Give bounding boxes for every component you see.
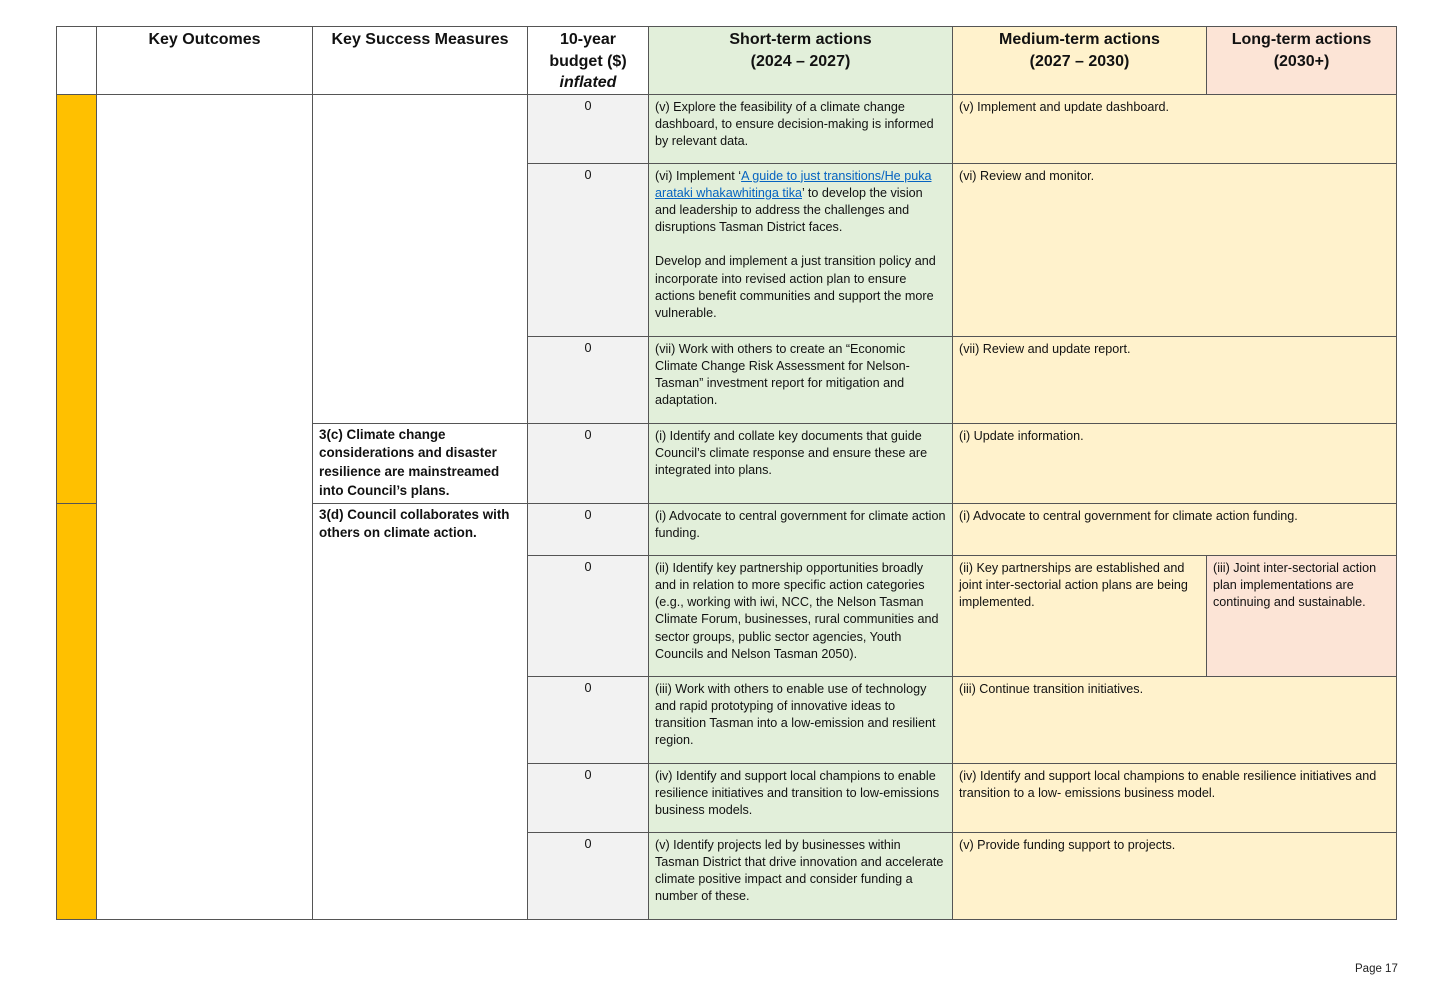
budget-value: 0 xyxy=(584,680,592,695)
header-budget xyxy=(528,27,649,95)
climate-action-plan-table xyxy=(56,26,1397,920)
header-key-success-measures xyxy=(313,27,528,95)
budget-cell xyxy=(528,503,649,555)
table-row xyxy=(57,94,1397,163)
key-success-measure-cell xyxy=(313,503,528,919)
budget-value: 0 xyxy=(584,427,592,442)
budget-value: 0 xyxy=(584,559,592,574)
budget-cell xyxy=(528,423,649,503)
budget-value: 0 xyxy=(584,98,592,113)
header-key-outcomes-label: Key Outcomes xyxy=(148,31,261,48)
budget-cell xyxy=(528,832,649,919)
long-term-text: (iii) Joint inter-sectorial action plan implementations are continuing and sustainable. xyxy=(1213,560,1377,610)
header-blank-cell xyxy=(57,27,97,95)
medium-term-text: (vi) Review and monitor. xyxy=(959,168,1095,183)
medium-term-text: (vii) Review and update report. xyxy=(959,341,1131,356)
budget-value: 0 xyxy=(584,167,592,182)
short-term-cell xyxy=(649,163,953,336)
medium-term-text: (v) Implement and update dashboard. xyxy=(959,99,1170,114)
budget-value: 0 xyxy=(584,507,592,522)
medium-term-cell xyxy=(953,832,1397,919)
medium-term-cell xyxy=(953,423,1397,503)
medium-term-text: (i) Update information. xyxy=(959,428,1084,443)
short-term-text-pre: (vi) Implement ‘ xyxy=(655,168,742,183)
budget-cell xyxy=(528,555,649,676)
short-term-text: (ii) Identify key partnership opportunities broadly and in relation to more specific action categories (e.g., working with iwi, NCC, the Nelson Tasman Climate Forum, businesses, rural communities and sector groups, public sector agencies, Youth Councils and Nelson Tasman 2050). xyxy=(655,560,939,661)
header-short-term-line1: Short-term actions xyxy=(729,31,872,48)
header-budget-line2: budget ($) xyxy=(549,52,627,70)
page-number: Page 17 xyxy=(1355,963,1398,975)
short-term-cell xyxy=(649,832,953,919)
budget-cell xyxy=(528,94,649,163)
header-key-success-measures-label: Key Success Measures xyxy=(331,31,509,48)
short-term-text: (iv) Identify and support local champions to enable resilience initiatives and transition to low-emissions business models. xyxy=(655,768,940,818)
header-budget-line3: inflated xyxy=(559,74,617,91)
medium-term-text: (iv) Identify and support local champions to enable resilience initiatives and transition to a low- emissions business model. xyxy=(959,768,1377,800)
header-long-term xyxy=(1207,27,1397,95)
short-term-cell xyxy=(649,94,953,163)
key-outcome-cell xyxy=(97,94,313,919)
medium-term-cell xyxy=(953,555,1207,676)
budget-cell xyxy=(528,676,649,763)
medium-term-cell xyxy=(953,163,1397,336)
short-term-text-paragraph2: Develop and implement a just transition policy and incorporate into revised action plan to ensure actions benefit communities and support the more vulnerable. xyxy=(655,254,936,320)
medium-term-text: (ii) Key partnerships are established and joint inter-sectorial action plans are being implemented. xyxy=(959,560,1188,610)
paragraph-gap xyxy=(655,236,946,253)
header-short-term-line2: (2024 – 2027) xyxy=(750,52,851,70)
header-long-term-line1: Long-term actions xyxy=(1231,31,1372,48)
short-term-text: (i) Identify and collate key documents that guide Council’s climate response and ensure these are integrated into plans. xyxy=(655,428,928,477)
short-term-text: (iii) Work with others to enable use of technology and rapid prototyping of innovative ideas to transition Tasman into a low-emission and resilient region. xyxy=(655,681,936,748)
key-success-measure-3c: 3(c) Climate change considerations and disaster resilience are mainstreamed into Council’s plans. xyxy=(319,426,500,498)
header-short-term xyxy=(649,27,953,95)
short-term-cell xyxy=(649,503,953,555)
header-key-outcomes xyxy=(97,27,313,95)
medium-term-cell xyxy=(953,336,1397,423)
medium-term-cell xyxy=(953,676,1397,763)
short-term-text-post: ’ to develop the vision and leadership to address the challenges and disruptions Tasman District faces. xyxy=(655,185,923,235)
short-term-text: (i) Advocate to central government for climate action funding. xyxy=(655,508,946,540)
long-term-cell xyxy=(1207,555,1397,676)
outcome-color-strip xyxy=(57,94,97,503)
key-success-measure-cell xyxy=(313,423,528,503)
short-term-cell xyxy=(649,423,953,503)
short-term-cell xyxy=(649,676,953,763)
budget-value: 0 xyxy=(584,836,592,851)
key-success-measure-3d: 3(d) Council collaborates with others on climate action. xyxy=(319,506,510,541)
short-term-cell xyxy=(649,336,953,423)
medium-term-cell xyxy=(953,763,1397,832)
short-term-text xyxy=(649,164,952,327)
short-term-cell xyxy=(649,763,953,832)
just-transitions-guide-link[interactable]: A guide to just transitions/He puka arataki whakawhitinga tika xyxy=(655,168,932,200)
budget-value: 0 xyxy=(584,340,592,355)
header-medium-term-line2: (2027 – 2030) xyxy=(1029,52,1130,70)
budget-cell xyxy=(528,763,649,832)
medium-term-text: (i) Advocate to central government for climate action funding. xyxy=(959,508,1298,523)
header-long-term-line2: (2030+) xyxy=(1273,52,1330,70)
short-term-cell xyxy=(649,555,953,676)
header-medium-term xyxy=(953,27,1207,95)
medium-term-text: (iii) Continue transition initiatives. xyxy=(959,681,1144,696)
medium-term-cell xyxy=(953,503,1397,555)
short-term-text: (v) Explore the feasibility of a climate change dashboard, to ensure decision-making is informed by relevant data. xyxy=(655,99,934,148)
header-budget-line1: 10-year xyxy=(559,31,617,48)
medium-term-cell xyxy=(953,94,1397,163)
outcome-color-strip xyxy=(57,503,97,919)
short-term-text: (v) Identify projects led by businesses within Tasman District that drive innovation and accelerate climate positive impact and consider funding a number of these. xyxy=(655,837,944,904)
medium-term-text: (v) Provide funding support to projects. xyxy=(959,837,1176,852)
budget-cell xyxy=(528,336,649,423)
key-success-measure-cell xyxy=(313,94,528,423)
table-header-row xyxy=(57,27,1397,95)
budget-cell xyxy=(528,163,649,336)
header-medium-term-line1: Medium-term actions xyxy=(999,31,1160,48)
short-term-text: (vii) Work with others to create an “Economic Climate Change Risk Assessment for Nelson-Tasman” investment report for mitigation and adaptation. xyxy=(655,341,910,408)
budget-value: 0 xyxy=(584,767,592,782)
